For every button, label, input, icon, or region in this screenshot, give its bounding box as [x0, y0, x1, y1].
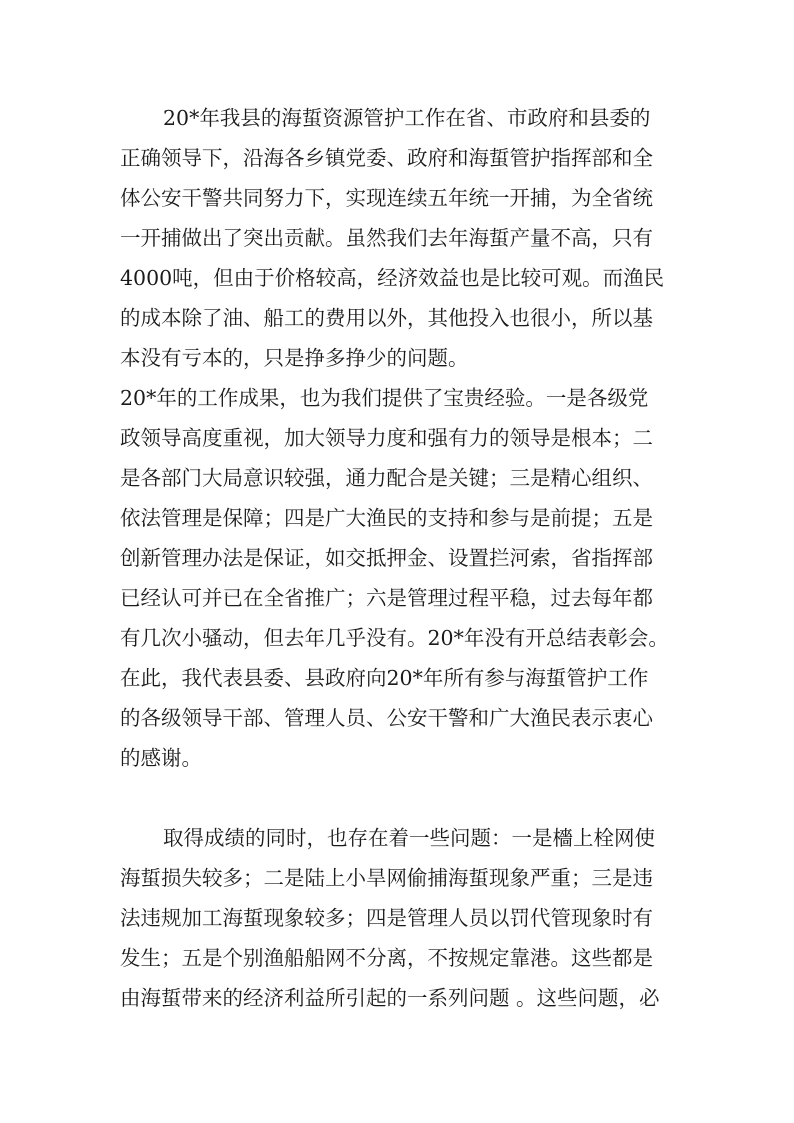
- text-line: 20*年我县的海蜇资源管护工作在省、市政府和县委的: [163, 106, 651, 130]
- text-line: 创新管理办法是保证，如交抵押金、设置拦河索，省指挥部: [120, 546, 653, 570]
- text-line: 的成本除了油、船工的费用以外，其他投入也很小，所以基: [120, 306, 653, 330]
- text-line: 政领导高度重视，加大领导力度和强有力的领导是根本；二: [120, 426, 653, 450]
- text-line: 是各部门大局意识较强，通力配合是关键；三是精心组织、: [120, 466, 653, 490]
- text-line: 的各级领导干部、管理人员、公安干警和广大渔民表示衷心: [120, 706, 653, 730]
- text-line: 的感谢。: [120, 746, 202, 770]
- text-line: 20*年的工作成果，也为我们提供了宝贵经验。一是各级党: [120, 386, 649, 410]
- text-line: 本没有亏本的，只是挣多挣少的问题。: [120, 346, 469, 370]
- text-line: 一开捕做出了突出贡献。虽然我们去年海蜇产量不高，只有: [120, 226, 653, 250]
- text-line: 有几次小骚动，但去年几乎没有。20*年没有开总结表彰会。: [120, 626, 669, 650]
- text-line: 取得成绩的同时，也存在着一些问题：一是檣上栓网使: [163, 826, 655, 850]
- text-line: 已经认可并已在全省推广；六是管理过程平稳，过去每年都: [120, 586, 653, 610]
- text-line: 法违规加工海蜇现象较多；四是管理人员以罚代管现象时有: [120, 906, 653, 930]
- text-line: 发生；五是个别渔船船网不分离，不按规定靠港。这些都是: [120, 946, 653, 970]
- text-line: 在此，我代表县委、县政府向20*年所有参与海蜇管护工作: [120, 666, 649, 690]
- text-line: 海蜇损失较多；二是陆上小旱网偷捕海蜇现象严重；三是违: [120, 866, 653, 890]
- text-line: 正确领导下，沿海各乡镇党委、政府和海蜇管护指挥部和全: [120, 146, 653, 170]
- text-line: 4000吨，但由于价格较高，经济效益也是比较可观。而渔民: [120, 266, 665, 290]
- text-line: 由海蜇带来的经济利益所引起的一系列问题 。这些问题，必: [120, 986, 660, 1010]
- text-line: 依法管理是保障；四是广大渔民的支持和参与是前提；五是: [120, 506, 653, 530]
- text-line: 体公安干警共同努力下，实现连续五年统一开捕，为全省统: [120, 186, 653, 210]
